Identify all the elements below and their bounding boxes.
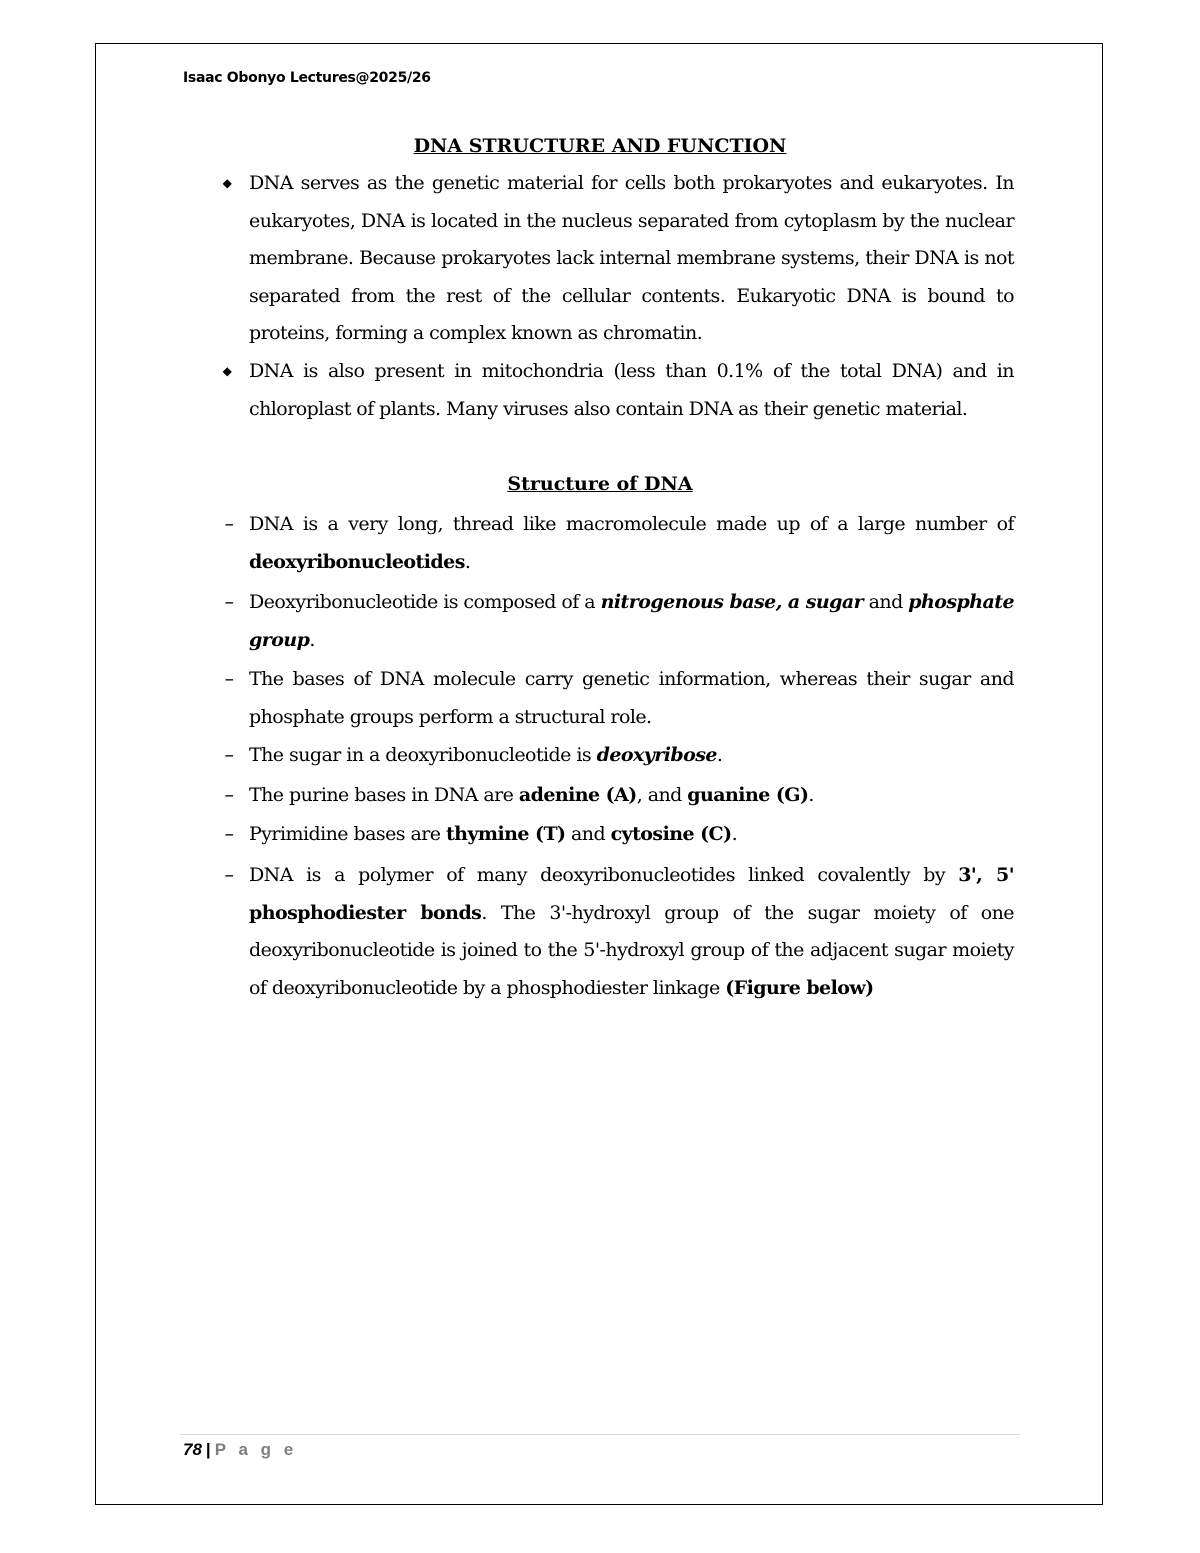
list-item: – DNA is a polymer of many deoxyribonucleotides linked covalently by 3', 5' phosphodiester bonds. The 3'-hydroxyl group of the sugar moiety of one deoxyribonucleotide is joined to the 5'-hydroxyl group of the adjacent sugar moiety of deoxyribonucleotide by a phosphodiester linkage (Figure below) bbox=[249, 857, 1014, 1007]
diamond-bullet-icon: ◆ bbox=[222, 176, 232, 190]
list-item: – The purine bases in DNA are adenine (A), and guanine (G). bbox=[249, 777, 1014, 815]
section-title-dna-structure-function: DNA STRUCTURE AND FUNCTION bbox=[413, 135, 787, 157]
list-item: – The bases of DNA molecule carry genetic information, whereas their sugar and phosphate groups perform a structural role. bbox=[249, 661, 1014, 736]
bullet-text: DNA serves as the genetic material for cells both prokaryotes and eukaryotes. In eukaryotes, DNA is located in the nucleus separated from cytoplasm by the nuclear membrane. Because prokaryotes lack internal membrane systems, their DNA is not separated from the rest of the cellular contents. Eukaryotic DNA is bound to proteins, forming a complex known as chromatin. bbox=[249, 172, 1014, 345]
list-item: – DNA is a very long, thread like macromolecule made up of a large number of deoxyribonucleotides. bbox=[249, 506, 1014, 581]
page-number: 78 bbox=[183, 1440, 202, 1459]
bold-term: guanine (G) bbox=[687, 784, 809, 806]
running-header: Isaac Obonyo Lectures@2025/26 bbox=[183, 70, 431, 86]
bold-term: cytosine (C) bbox=[610, 823, 732, 845]
dash-marker: – bbox=[224, 864, 234, 886]
footer-divider bbox=[180, 1434, 1020, 1435]
dash-marker: – bbox=[224, 668, 234, 690]
footer-separator: | bbox=[205, 1440, 211, 1459]
bold-italic-term: phosphate group bbox=[249, 591, 1015, 651]
dash-marker: – bbox=[224, 513, 234, 535]
bold-italic-term: deoxyribose bbox=[596, 744, 717, 766]
bold-term: (Figure below) bbox=[725, 976, 874, 999]
dash-marker: – bbox=[224, 591, 234, 613]
dash-marker: – bbox=[224, 823, 234, 845]
bullet-text: DNA is also present in mitochondria (less than 0.1% of the total DNA) and in chloroplast of plants. Many viruses also contain DNA as their genetic material. bbox=[249, 360, 1014, 420]
bold-term: 3', 5' phosphodiester bonds bbox=[249, 864, 1014, 924]
page-label: P a g e bbox=[214, 1440, 298, 1459]
dash-marker: – bbox=[224, 744, 234, 766]
bullet-item bbox=[222, 353, 1014, 428]
diamond-bullet-icon: ◆ bbox=[222, 364, 232, 378]
list-item: – Deoxyribonucleotide is composed of a nitrogenous base, a sugar and phosphate group. bbox=[249, 584, 1014, 659]
bold-term: deoxyribonucleotides bbox=[249, 550, 465, 573]
list-item: – Pyrimidine bases are thymine (T) and cytosine (C). bbox=[249, 816, 1014, 854]
dash-marker: – bbox=[224, 784, 234, 806]
list-item: – The sugar in a deoxyribonucleotide is deoxyribose. bbox=[249, 737, 1014, 775]
bold-term: adenine (A) bbox=[518, 784, 637, 806]
page-footer bbox=[183, 1440, 297, 1460]
section-title-structure-of-dna: Structure of DNA bbox=[507, 473, 693, 495]
bold-italic-term: nitrogenous base, a sugar bbox=[600, 591, 864, 613]
bullet-item bbox=[222, 165, 1014, 353]
bold-term: thymine (T) bbox=[445, 823, 566, 845]
